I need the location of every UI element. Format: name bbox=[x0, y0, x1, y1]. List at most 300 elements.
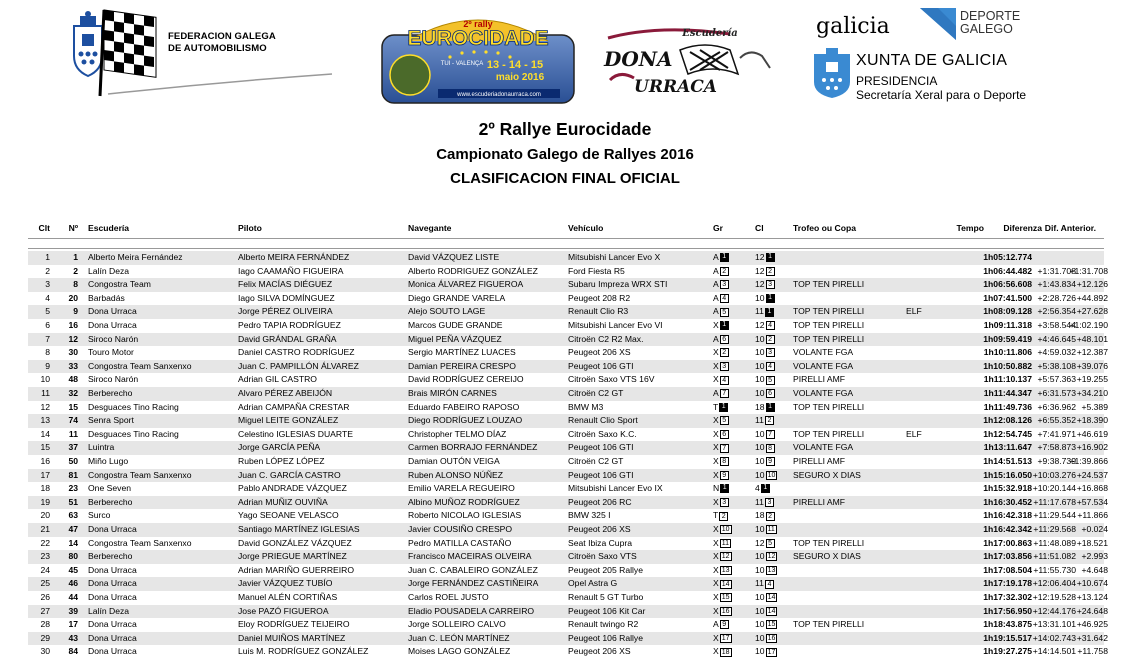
cl-position-badge: 1 bbox=[766, 403, 775, 412]
cell-no: 33 bbox=[68, 360, 78, 371]
euro-dates: 13 - 14 - 15 bbox=[486, 59, 544, 71]
cell-clt: 29 bbox=[40, 632, 50, 643]
cell-navegante: Eladio POUSADELA CARREIRO bbox=[408, 605, 535, 616]
cell-clt: 13 bbox=[40, 415, 50, 426]
cell-cl bbox=[755, 305, 774, 319]
cell-clt: 27 bbox=[40, 605, 50, 616]
cell-piloto: Luis M. RODRÍGUEZ GONZÁLEZ bbox=[238, 646, 369, 657]
cell-diferenza: +7:41.971 bbox=[1037, 428, 1076, 439]
cell-dif-anterior: +4.648 bbox=[1081, 564, 1108, 575]
cell-clt: 26 bbox=[40, 592, 50, 602]
cell-clt: 22 bbox=[40, 537, 50, 548]
page-subtitle: Campionato Galego de Rallyes 2016 bbox=[436, 146, 694, 163]
gr-position-badge: 9 bbox=[720, 471, 729, 480]
cell-dif-anterior: +24.537 bbox=[1076, 469, 1108, 480]
cell-escuderia: Berberecho bbox=[88, 388, 133, 398]
gr-letter: X bbox=[713, 551, 719, 562]
cell-trofeo: TOP TEN PIRELLI bbox=[793, 619, 865, 630]
cl-number: 10 bbox=[755, 646, 765, 657]
cell-tempo: 1h17:03.856 bbox=[983, 551, 1032, 562]
table-row bbox=[28, 346, 1108, 360]
cell-piloto: Alvaro PÉREZ ABEIJÓN bbox=[238, 388, 333, 398]
cell-navegante: Juan C. CABALEIRO GONZÁLEZ bbox=[408, 564, 538, 575]
gr-letter: A bbox=[713, 292, 719, 303]
gr-position-badge: 15 bbox=[721, 594, 730, 602]
cell-navegante: Jorge FERNÁNDEZ CASTIÑEIRA bbox=[408, 578, 539, 589]
cl-position-badge: 8 bbox=[766, 444, 775, 453]
cell-tempo: 1h17:19.178 bbox=[983, 578, 1032, 589]
cell-vehiculo: Renault 5 GT Turbo bbox=[568, 592, 644, 602]
cl-position-badge: 2 bbox=[766, 335, 775, 344]
cell-no: 63 bbox=[68, 510, 78, 521]
cell-tempo: 1h12:08.126 bbox=[983, 415, 1032, 426]
cell-clt: 21 bbox=[40, 524, 50, 534]
cell-navegante: Sergio MARTÍNEZ LUACES bbox=[408, 347, 516, 358]
col-vehiculo: Vehículo bbox=[568, 223, 604, 233]
cell-tempo: 1h13:11.647 bbox=[983, 442, 1032, 453]
cell-piloto: Adrian MUÑIZ OUVIÑA bbox=[238, 496, 328, 507]
checkered-flag-icon bbox=[680, 45, 738, 74]
cell-no: 51 bbox=[68, 496, 78, 507]
cell-tempo: 1h11:49.736 bbox=[983, 401, 1032, 412]
cell-piloto: Celestino IGLESIAS DUARTE bbox=[238, 428, 353, 439]
header-logos bbox=[0, 0, 1130, 112]
cell-cl bbox=[755, 387, 775, 401]
table-row bbox=[28, 428, 1108, 442]
gr-letter: X bbox=[713, 374, 719, 385]
cell-escuderia: Lalín Deza bbox=[88, 605, 130, 616]
cell-no: 11 bbox=[68, 428, 78, 439]
col-gr: Gr bbox=[713, 223, 724, 233]
cell-gr bbox=[713, 333, 729, 347]
gr-letter: X bbox=[713, 592, 719, 602]
cell-piloto: Javier VÁZQUEZ TUBÍO bbox=[238, 578, 333, 589]
cell-tempo: 1h09:59.419 bbox=[983, 333, 1032, 344]
cell-clt: 20 bbox=[40, 510, 50, 521]
cell-gr bbox=[713, 360, 729, 374]
cell-diferenza: +6:31.573 bbox=[1037, 388, 1076, 398]
cell-navegante: Damian OUTÓN VEIGA bbox=[408, 456, 500, 466]
gr-position-badge: 11 bbox=[721, 539, 730, 547]
cell-vehiculo: Citroën C2 GT bbox=[568, 456, 624, 466]
gr-letter: A bbox=[713, 252, 719, 262]
table-row bbox=[28, 564, 1108, 578]
cell-diferenza: +10:03.276 bbox=[1032, 469, 1076, 480]
gr-letter: A bbox=[713, 333, 719, 344]
cell-piloto: Miguel LEITE GONZÁLEZ bbox=[238, 415, 339, 426]
cell-cl bbox=[755, 319, 775, 333]
cell-vehiculo: Peugeot 106 GTI bbox=[568, 360, 634, 371]
cell-clt: 4 bbox=[45, 292, 50, 303]
cell-trofeo: VOLANTE FGA bbox=[793, 442, 854, 453]
gr-letter: T bbox=[713, 510, 719, 521]
cell-tempo: 1h16:30.452 bbox=[983, 496, 1032, 507]
cell-vehiculo: Renault Clio Sport bbox=[568, 415, 638, 426]
cell-diferenza: +11:55.730 bbox=[1033, 564, 1076, 575]
cell-no: 15 bbox=[68, 401, 78, 412]
cell-gr bbox=[713, 305, 729, 319]
cell-vehiculo: Citroën Saxo K.C. bbox=[568, 428, 637, 439]
cell-cl bbox=[755, 428, 775, 442]
gr-position-badge: 1 bbox=[719, 403, 728, 412]
cell-dif-anterior: +1:39.866 bbox=[1069, 456, 1108, 466]
cell-gr bbox=[713, 632, 732, 646]
cell-dif-anterior: +18.390 bbox=[1076, 415, 1108, 426]
cell-vehiculo: Mitsubishi Lancer Evo IX bbox=[568, 483, 663, 494]
cell-diferenza: +2:28.726 bbox=[1037, 292, 1076, 303]
cell-gr bbox=[713, 387, 729, 401]
cell-dif-anterior: +11.866 bbox=[1077, 510, 1108, 521]
cell-escuderia: Berberecho bbox=[88, 496, 133, 507]
cell-cl bbox=[755, 632, 777, 646]
cell-tempo: 1h06:56.608 bbox=[983, 279, 1032, 290]
cell-vehiculo: Peugeot 106 Kit Car bbox=[568, 605, 646, 616]
cell-navegante: Brais MIRÓN CARNES bbox=[408, 388, 497, 398]
cell-trofeo: TOP TEN PIRELLI bbox=[793, 537, 865, 548]
cell-piloto: Iago SILVA DOMÍNGUEZ bbox=[238, 292, 335, 303]
col-diferenza: Diferenza bbox=[1003, 223, 1042, 233]
cl-number: 10 bbox=[755, 469, 765, 480]
cell-clt: 6 bbox=[45, 320, 50, 330]
gr-letter: X bbox=[713, 496, 719, 507]
cell-piloto: Felix MACÍAS DIÉGUEZ bbox=[238, 279, 333, 290]
cell-diferenza: +12:19.528 bbox=[1032, 592, 1076, 602]
gr-position-badge: 2 bbox=[720, 348, 729, 357]
cell-gr bbox=[713, 496, 729, 510]
cl-number: 10 bbox=[755, 605, 765, 616]
cell-trofeo: VOLANTE FGA bbox=[793, 347, 854, 358]
urraca-word: URRACA bbox=[634, 77, 717, 97]
cell-tempo: 1h17:08.504 bbox=[983, 564, 1032, 575]
gr-letter: X bbox=[713, 469, 719, 480]
col-no: Nº bbox=[68, 223, 78, 233]
cl-position-badge: 11 bbox=[767, 526, 775, 534]
cell-no: 47 bbox=[68, 524, 78, 534]
cell-clt: 28 bbox=[40, 619, 50, 630]
cell-dif-anterior: +16.902 bbox=[1076, 442, 1108, 453]
col-navegante: Navegante bbox=[408, 223, 452, 233]
cell-gr bbox=[713, 645, 732, 659]
col-dif-anterior: Dif. Anterior. bbox=[1044, 223, 1096, 233]
cell-tempo: 1h18:43.875 bbox=[983, 619, 1032, 630]
cl-position-badge: 2 bbox=[766, 267, 775, 276]
cl-number: 10 bbox=[755, 388, 765, 398]
cl-number: 10 bbox=[755, 374, 765, 385]
cell-diferenza: +5:57.363 bbox=[1037, 374, 1076, 385]
cl-number: 12 bbox=[755, 320, 765, 330]
cl-position-badge: 4 bbox=[766, 362, 775, 371]
cell-piloto: Iago CAAMAÑO FIGUEIRA bbox=[238, 265, 344, 276]
fga-name: FEDERACION GALEGA DE AUTOMOBILISMO bbox=[168, 31, 276, 54]
cell-no: 48 bbox=[68, 374, 78, 385]
cell-gr bbox=[713, 537, 731, 551]
cell-gr bbox=[713, 455, 729, 469]
cell-escuderia: Dona Urraca bbox=[88, 578, 137, 589]
cl-number: 11 bbox=[755, 415, 764, 426]
cell-no: 12 bbox=[68, 333, 78, 344]
cell-navegante: Albino MUÑOZ RODRÍGUEZ bbox=[408, 496, 520, 507]
cell-vehiculo: Renault twingo R2 bbox=[568, 619, 639, 630]
cell-no: 39 bbox=[68, 605, 78, 616]
cell-diferenza: +11:51.082 bbox=[1033, 551, 1076, 562]
cell-escuderia: Siroco Narón bbox=[88, 374, 139, 385]
cell-navegante: Juan C. LEÓN MARTÍNEZ bbox=[408, 632, 510, 643]
cell-tempo: 1h17:00.863 bbox=[983, 537, 1032, 548]
cell-cl bbox=[755, 591, 777, 605]
cell-clt: 5 bbox=[45, 306, 50, 317]
cell-piloto: Adrian CAMPAÑA CRESTAR bbox=[238, 401, 350, 412]
cell-diferenza: +1:31.708 bbox=[1037, 265, 1076, 276]
cell-diferenza: +4:59.032 bbox=[1037, 347, 1076, 358]
table-row bbox=[28, 496, 1108, 510]
cell-dif-anterior: +44.892 bbox=[1076, 292, 1108, 303]
cell-trofeo: TOP TEN PIRELLI bbox=[793, 320, 865, 330]
cell-cl bbox=[755, 509, 775, 523]
gr-position-badge: 7 bbox=[720, 389, 729, 398]
cell-cl bbox=[755, 455, 775, 469]
cell-no: 43 bbox=[68, 632, 78, 643]
table-row bbox=[28, 455, 1108, 469]
cl-number: 11 bbox=[755, 496, 764, 507]
page-title: 2º Rallye Eurocidade bbox=[478, 119, 652, 139]
table-row bbox=[28, 305, 1108, 319]
gr-position-badge: 16 bbox=[721, 607, 730, 615]
cell-cl bbox=[755, 550, 777, 564]
gr-letter: X bbox=[713, 442, 719, 453]
cell-elf: ELF bbox=[906, 428, 922, 439]
cell-gr bbox=[713, 441, 729, 455]
cell-clt: 1 bbox=[45, 252, 50, 262]
cell-navegante: Alejo SOUTO LAGE bbox=[408, 306, 486, 317]
cell-dif-anterior: +1:02.190 bbox=[1069, 320, 1108, 330]
cell-escuderia: Dona Urraca bbox=[88, 306, 137, 317]
cell-cl bbox=[755, 469, 777, 483]
cell-navegante: David VÁZQUEZ LISTE bbox=[408, 252, 500, 262]
xunta-galicia-logo bbox=[808, 4, 1048, 108]
cell-diferenza: +4:46.645 bbox=[1037, 333, 1076, 344]
cell-no: 32 bbox=[68, 388, 78, 398]
cl-number: 10 bbox=[755, 524, 765, 534]
cell-vehiculo: Citroën Saxo VTS bbox=[568, 551, 637, 562]
euro-emblem-icon bbox=[390, 55, 430, 95]
cell-vehiculo: Citroën Saxo VTS 16V bbox=[568, 374, 655, 385]
gr-position-badge: 10 bbox=[721, 526, 730, 534]
cell-navegante: Eduardo FABEIRO RAPOSO bbox=[408, 401, 520, 412]
cell-escuderia: Siroco Narón bbox=[88, 333, 139, 344]
cell-navegante: Diego GRANDE VARELA bbox=[408, 292, 506, 303]
cell-tempo: 1h05:12.774 bbox=[983, 252, 1032, 262]
cell-navegante: Damian PEREIRA CRESPO bbox=[408, 360, 516, 371]
cell-cl bbox=[755, 401, 775, 415]
cell-vehiculo: Mitsubishi Lancer Evo VI bbox=[568, 320, 663, 330]
cell-clt: 18 bbox=[40, 483, 50, 494]
cell-diferenza: +13:31.101 bbox=[1032, 619, 1076, 630]
cell-navegante: Jorge SOLLEIRO CALVO bbox=[408, 619, 506, 630]
cell-gr bbox=[713, 523, 732, 537]
cell-navegante: Carmen BORRAJO FERNÁNDEZ bbox=[408, 442, 538, 453]
cell-gr bbox=[713, 401, 728, 415]
cell-clt: 23 bbox=[40, 551, 50, 562]
cell-navegante: Javier COUSIÑO CRESPO bbox=[408, 524, 513, 534]
cell-trofeo: PIRELLI AMF bbox=[793, 374, 846, 385]
cell-clt: 17 bbox=[40, 469, 50, 480]
table-row bbox=[28, 605, 1108, 619]
cell-navegante: Marcos GUDE GRANDE bbox=[408, 320, 503, 330]
cell-vehiculo: Ford Fiesta R5 bbox=[568, 265, 625, 276]
cl-number: 11 bbox=[755, 306, 764, 317]
eurocidade-rally-logo bbox=[380, 5, 576, 105]
cell-no: 9 bbox=[73, 306, 78, 317]
euro-place: TUI - VALENÇA bbox=[440, 61, 484, 67]
cell-cl bbox=[755, 605, 777, 619]
cell-gr bbox=[713, 482, 729, 496]
cell-escuderia: Dona Urraca bbox=[88, 619, 137, 630]
cell-navegante: David RODRÍGUEZ CEREIJO bbox=[408, 374, 524, 385]
col-trofeo: Trofeo ou Copa bbox=[793, 223, 857, 233]
cell-escuderia: Senra Sport bbox=[88, 415, 134, 426]
cell-cl bbox=[755, 265, 775, 279]
cell-clt: 3 bbox=[45, 279, 50, 290]
cell-vehiculo: Renault Clio R3 bbox=[568, 306, 629, 317]
gr-position-badge: 6 bbox=[720, 430, 729, 439]
cell-clt: 2 bbox=[45, 265, 50, 276]
gr-position-badge: 2 bbox=[719, 512, 728, 521]
euro-edition: 2º rally bbox=[463, 19, 493, 29]
gr-position-badge: 1 bbox=[720, 253, 729, 262]
gr-position-badge: 6 bbox=[720, 335, 729, 344]
cell-gr bbox=[713, 251, 729, 265]
gr-letter: A bbox=[713, 279, 719, 290]
cell-cl bbox=[755, 278, 775, 292]
cell-trofeo: SEGURO X DIAS bbox=[793, 551, 861, 562]
cell-dif-anterior: +19.255 bbox=[1076, 374, 1108, 385]
table-row bbox=[28, 387, 1108, 401]
cell-vehiculo: Seat Ibiza Cupra bbox=[568, 537, 633, 548]
cl-number: 12 bbox=[755, 252, 765, 262]
cl-number: 18 bbox=[755, 401, 765, 412]
table-row bbox=[28, 251, 1104, 265]
cell-piloto: Juan C. GARCÍA CASTRO bbox=[238, 469, 341, 480]
cell-diferenza: +2:56.354 bbox=[1037, 306, 1076, 317]
table-row bbox=[28, 482, 1108, 496]
cell-escuderia: Congostra Team Sanxenxo bbox=[88, 360, 192, 371]
gr-letter: X bbox=[713, 347, 719, 358]
euro-month: maio 2016 bbox=[495, 72, 545, 83]
cell-no: 81 bbox=[68, 469, 78, 480]
gr-letter: X bbox=[713, 537, 719, 548]
gr-letter: X bbox=[713, 456, 719, 466]
cl-number: 12 bbox=[755, 279, 765, 290]
cell-tempo: 1h12:54.745 bbox=[983, 428, 1032, 439]
cell-gr bbox=[713, 509, 728, 523]
cell-cl bbox=[755, 251, 775, 265]
cell-dif-anterior: +46.619 bbox=[1076, 428, 1108, 439]
cell-escuderia: Congostra Team Sanxenxo bbox=[88, 537, 192, 548]
cell-escuderia: Dona Urraca bbox=[88, 320, 137, 330]
cell-clt: 8 bbox=[45, 347, 50, 358]
cell-cl bbox=[755, 441, 775, 455]
cell-trofeo: PIRELLI AMF bbox=[793, 456, 846, 466]
cell-diferenza: +7:58.873 bbox=[1037, 442, 1076, 453]
gr-letter: N bbox=[713, 483, 720, 494]
cl-number: 10 bbox=[755, 333, 765, 344]
xunta-shield-icon bbox=[814, 48, 850, 98]
cell-tempo: 1h15:16.050 bbox=[983, 469, 1032, 480]
cell-gr bbox=[713, 278, 729, 292]
cl-number: 10 bbox=[755, 551, 765, 562]
cell-navegante: Christopher TELMO DÍAZ bbox=[408, 428, 507, 439]
cl-number: 10 bbox=[755, 292, 765, 303]
cell-tempo: 1h15:32.918 bbox=[983, 483, 1032, 494]
cell-vehiculo: Peugeot 205 Rallye bbox=[568, 564, 644, 575]
gr-position-badge: 4 bbox=[720, 294, 729, 303]
table-row bbox=[28, 278, 1108, 292]
gr-letter: T bbox=[713, 401, 719, 412]
cl-number: 10 bbox=[755, 456, 765, 466]
deporte-galego-icon bbox=[920, 8, 956, 40]
cell-clt: 25 bbox=[40, 578, 50, 589]
cl-position-badge: 14 bbox=[767, 594, 776, 602]
cell-escuderia: Dona Urraca bbox=[88, 632, 137, 643]
col-piloto: Piloto bbox=[238, 223, 262, 233]
cell-gr bbox=[713, 346, 729, 360]
gr-position-badge: 5 bbox=[720, 308, 729, 317]
cell-navegante: Alberto RODRIGUEZ GONZÁLEZ bbox=[408, 265, 538, 276]
table-row bbox=[28, 645, 1108, 659]
cl-number: 18 bbox=[755, 510, 765, 521]
cell-vehiculo: Peugeot 106 GTI bbox=[568, 469, 634, 480]
cell-vehiculo: BMW 325 I bbox=[568, 510, 611, 521]
cell-clt: 16 bbox=[40, 456, 50, 466]
gr-position-badge: 3 bbox=[720, 280, 729, 289]
cell-escuderia: Congostra Team bbox=[88, 279, 151, 290]
gr-position-badge: 13 bbox=[721, 567, 730, 575]
cl-position-badge: 6 bbox=[766, 389, 775, 398]
gr-position-badge: 12 bbox=[721, 553, 730, 561]
gr-letter: X bbox=[713, 578, 719, 589]
cell-tempo: 1h11:10.137 bbox=[983, 374, 1032, 385]
cell-gr bbox=[713, 292, 729, 306]
cl-number: 12 bbox=[755, 265, 765, 276]
cell-piloto: Manuel ALÉN CORTIÑAS bbox=[238, 592, 338, 602]
cell-dif-anterior: +18.521 bbox=[1076, 537, 1108, 548]
cell-no: 23 bbox=[68, 483, 78, 494]
cell-escuderia: Touro Motor bbox=[88, 347, 134, 358]
cell-dif-anterior: +12.126 bbox=[1076, 279, 1108, 290]
secretaria-text: Secretaría Xeral para o Deporte bbox=[856, 88, 1027, 102]
gr-position-badge: 1 bbox=[720, 321, 729, 330]
cell-escuderia: Berberecho bbox=[88, 551, 133, 562]
cl-position-badge: 16 bbox=[767, 635, 776, 643]
dona-word: DONA bbox=[604, 47, 673, 71]
cell-escuderia: Desguaces Tino Racing bbox=[88, 401, 179, 412]
cell-piloto: Juan C. PAMPILLÓN ÁLVAREZ bbox=[238, 360, 359, 371]
cell-navegante: Monica ÁLVAREZ FIGUEROA bbox=[408, 279, 524, 290]
cl-position-badge: 4 bbox=[766, 321, 775, 330]
cell-piloto: Adrian GIL CASTRO bbox=[238, 374, 317, 385]
cell-gr bbox=[713, 428, 729, 442]
cell-trofeo: PIRELLI AMF bbox=[793, 496, 846, 507]
cell-clt: 30 bbox=[40, 646, 50, 657]
cell-escuderia: Dona Urraca bbox=[88, 592, 137, 602]
gr-position-badge: 7 bbox=[720, 444, 729, 453]
cell-vehiculo: Peugeot 208 R2 bbox=[568, 292, 631, 303]
cell-vehiculo: Peugeot 106 Rallye bbox=[568, 632, 644, 643]
deporte-galego-text: DEPORTE GALEGO bbox=[960, 9, 1021, 36]
gr-position-badge: 18 bbox=[721, 648, 730, 656]
cell-piloto: David GRÁNDAL GRAÑA bbox=[238, 333, 337, 344]
gr-letter: X bbox=[713, 360, 719, 371]
